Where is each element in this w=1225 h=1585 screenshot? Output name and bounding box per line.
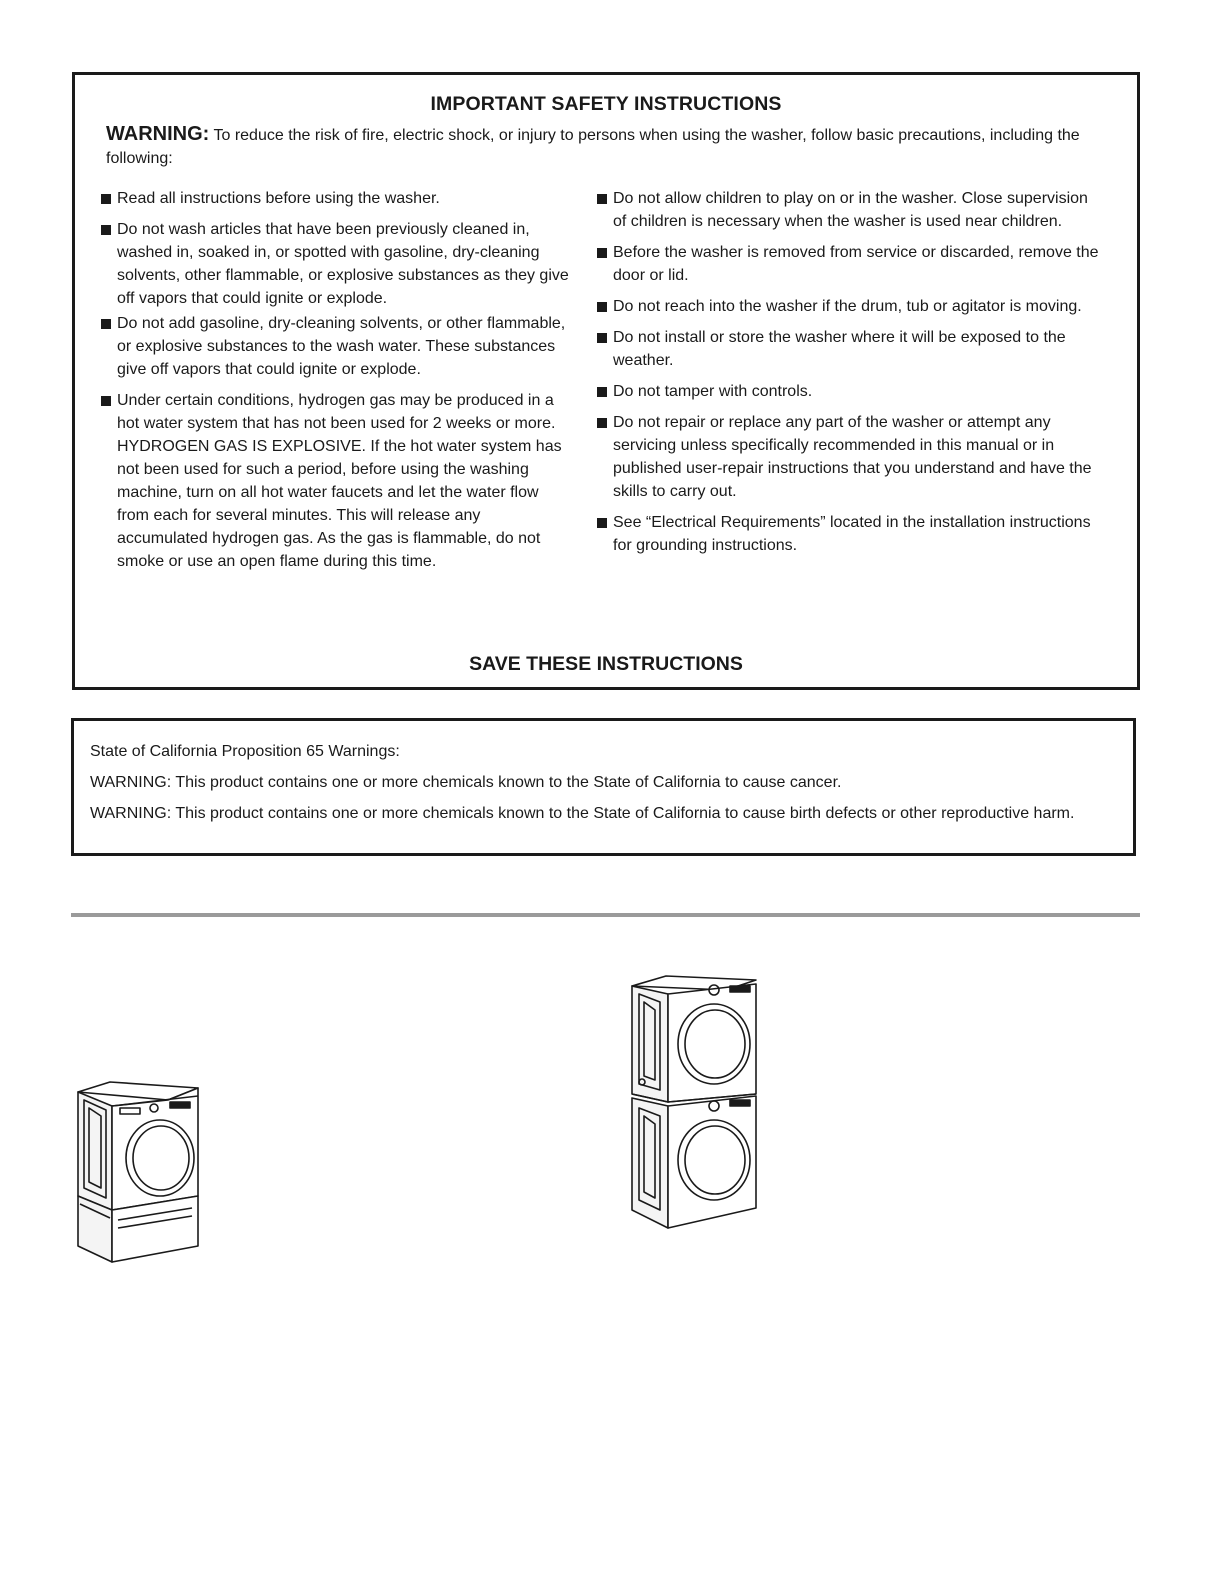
warning-text: To reduce the risk of fire, electric shock, or injury to persons when using the washer, follow basic precautions, including the following: (106, 127, 1080, 167)
prop65-birth-defects-warning: WARNING: This product contains one or more chemicals known to the State of California to cause birth defects or other reproductive harm. (90, 805, 1075, 822)
bullet-square-icon (597, 387, 607, 397)
bullet-square-icon (597, 194, 607, 204)
list-item: See “Electrical Requirements” located in the installation instructions for grounding instructions. (595, 511, 1105, 557)
safety-list-right (595, 187, 1105, 557)
bullet-square-icon (597, 248, 607, 258)
section-divider (71, 913, 1140, 917)
list-item: Do not add gasoline, dry-cleaning solvents, or other flammable, or explosive substances to the wash water. These substances give off vapors that could ignite or explode. (99, 312, 569, 381)
bullet-square-icon (597, 302, 607, 312)
prop65-cancer-warning: WARNING: This product contains one or more chemicals known to the State of California to cause cancer. (90, 774, 842, 791)
list-item: Before the washer is removed from service or discarded, remove the door or lid. (595, 241, 1105, 287)
bullet-square-icon (101, 319, 111, 329)
safety-title: IMPORTANT SAFETY INSTRUCTIONS (430, 93, 782, 115)
save-instructions-title: SAVE THESE INSTRUCTIONS (469, 653, 743, 675)
bullet-square-icon (597, 518, 607, 528)
washer-on-pedestal-illustration (70, 1078, 210, 1268)
warning-intro (106, 123, 1097, 170)
list-item: Under certain conditions, hydrogen gas may be produced in a hot water system that has not been used for 2 weeks or more. HYDROGEN GAS IS EXPLOSIVE. If the hot water system has not been used for such a period, before using the washing machine, turn on all hot water faucets and let the water flow from each for several minutes. This will release any accumulated hydrogen gas. As the gas is flammable, do not smoke or use an open flame during this time. (99, 389, 569, 573)
list-item: Do not reach into the washer if the drum, tub or agitator is moving. (595, 295, 1105, 318)
prop65-heading: State of California Proposition 65 Warnings: (90, 743, 400, 760)
bullet-square-icon (597, 333, 607, 343)
list-item: Read all instructions before using the washer. (99, 187, 569, 210)
list-item: Do not tamper with controls. (595, 380, 1105, 403)
stacked-washer-dryer-illustration (626, 972, 766, 1237)
bullet-square-icon (597, 418, 607, 428)
list-item: Do not wash articles that have been previously cleaned in, washed in, soaked in, or spotted with gasoline, dry-cleaning solvents, other flammable, or explosive substances as they give off vapors that could ignite or explode. (99, 218, 569, 310)
bullet-square-icon (101, 225, 111, 235)
list-item: Do not install or store the washer where it will be exposed to the weather. (595, 326, 1105, 372)
warning-label: WARNING: (106, 123, 210, 145)
bullet-square-icon (101, 396, 111, 406)
safety-instructions-box (72, 72, 1140, 690)
safety-list-left (99, 187, 569, 573)
bullet-square-icon (101, 194, 111, 204)
prop65-warning-box (71, 718, 1136, 856)
list-item: Do not allow children to play on or in the washer. Close supervision of children is necessary when the washer is used near children. (595, 187, 1105, 233)
list-item: Do not repair or replace any part of the washer or attempt any servicing unless specifically recommended in this manual or in published user-repair instructions that you understand and have the skills to carry out. (595, 411, 1105, 503)
